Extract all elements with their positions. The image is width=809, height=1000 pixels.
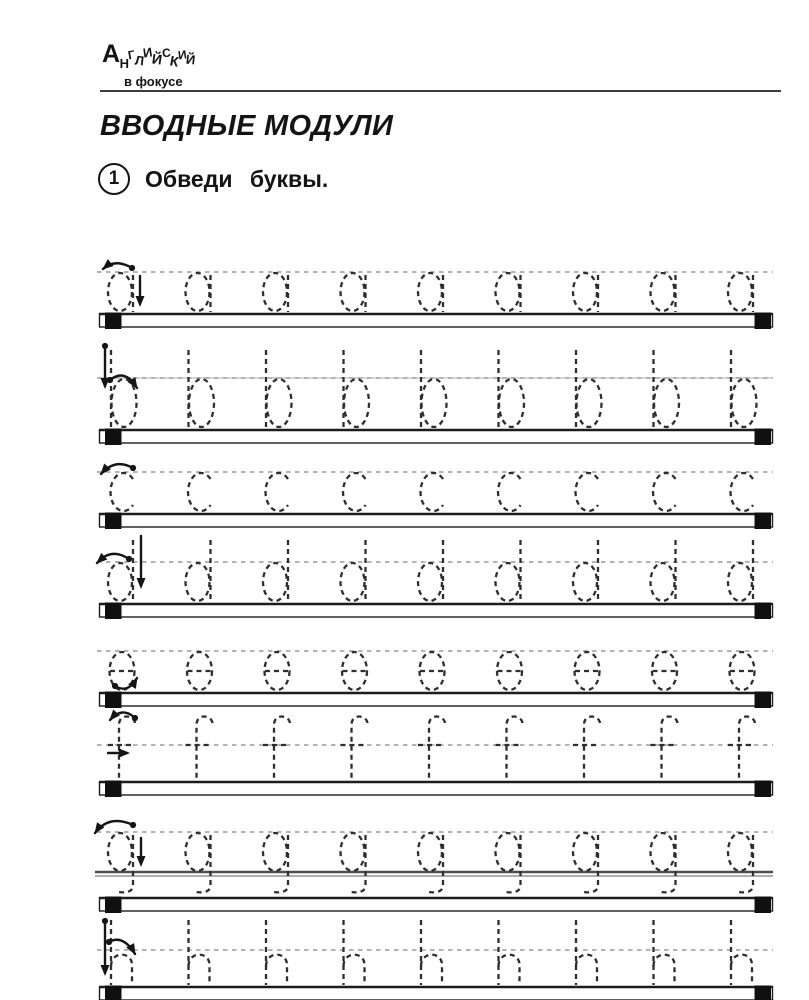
bar-end-square bbox=[755, 897, 772, 914]
trace-letter-f bbox=[341, 717, 368, 781]
trace-letter-c bbox=[576, 473, 598, 511]
trace-letter-g bbox=[651, 833, 676, 892]
writing-bar bbox=[99, 429, 773, 446]
trace-letter-b bbox=[654, 350, 680, 428]
trace-letter-b bbox=[344, 350, 370, 428]
brand-logo-bottom: в фокусе bbox=[124, 74, 183, 89]
writing-bar bbox=[99, 513, 773, 530]
trace-letter-f bbox=[108, 717, 135, 781]
trace-letter-b bbox=[731, 350, 757, 428]
trace-letter-e bbox=[497, 652, 522, 690]
brand-letter: Л bbox=[134, 52, 145, 69]
brand-letter: А bbox=[102, 40, 120, 68]
trace-letter-b bbox=[499, 350, 525, 428]
practice-row-a bbox=[95, 250, 779, 334]
trace-letter-d bbox=[496, 540, 521, 602]
bar-end-square bbox=[755, 513, 772, 530]
trace-letter-h bbox=[111, 920, 132, 985]
trace-letter-c bbox=[188, 473, 210, 511]
trace-letter-h bbox=[576, 920, 597, 985]
trace-letter-f bbox=[651, 717, 678, 781]
trace-letter-c bbox=[731, 473, 753, 511]
trace-row-svg bbox=[95, 332, 779, 450]
practice-row-d bbox=[95, 532, 779, 622]
trace-letter-e bbox=[575, 652, 600, 690]
brand-logo-top bbox=[102, 42, 195, 76]
brand-letter: Й bbox=[185, 51, 196, 68]
practice-row-g bbox=[95, 812, 779, 918]
trace-letter-e bbox=[187, 652, 212, 690]
trace-letter-f bbox=[263, 717, 290, 781]
practice-row-b bbox=[95, 332, 779, 450]
trace-letter-b bbox=[266, 350, 292, 428]
trace-letter-g bbox=[341, 833, 366, 892]
trace-letter-h bbox=[189, 920, 210, 985]
trace-row-svg bbox=[95, 812, 779, 918]
task-number: 1 bbox=[108, 168, 120, 189]
writing-bar bbox=[99, 603, 773, 620]
trace-letter-g bbox=[263, 833, 288, 892]
bar-end-square bbox=[105, 313, 122, 330]
bar-end-square bbox=[755, 313, 772, 330]
trace-letter-d bbox=[108, 540, 133, 602]
brand-letter: И bbox=[177, 47, 188, 63]
trace-row-svg bbox=[95, 250, 779, 334]
bar-end-square bbox=[755, 603, 772, 620]
trace-letter-a bbox=[186, 273, 211, 312]
trace-row-svg bbox=[95, 704, 779, 800]
trace-letter-h bbox=[344, 920, 365, 985]
practice-row-f bbox=[95, 704, 779, 800]
brand-letter: С bbox=[161, 45, 171, 61]
trace-letter-f bbox=[186, 717, 213, 781]
bar-end-square bbox=[105, 986, 122, 1000]
stroke-arrow bbox=[106, 710, 138, 758]
trace-letter-a bbox=[341, 273, 366, 312]
writing-bar bbox=[99, 313, 773, 330]
trace-letter-c bbox=[111, 473, 133, 511]
trace-letter-a bbox=[108, 273, 133, 312]
brand-letter: Г bbox=[127, 47, 136, 63]
trace-letter-h bbox=[421, 920, 442, 985]
trace-letter-b bbox=[576, 350, 602, 428]
bar-end-square bbox=[105, 603, 122, 620]
trace-letter-b bbox=[421, 350, 447, 428]
trace-letter-h bbox=[654, 920, 675, 985]
bar-end-square bbox=[755, 429, 772, 446]
trace-row-svg bbox=[95, 452, 779, 532]
trace-row-svg bbox=[95, 532, 779, 622]
trace-letter-e bbox=[730, 652, 755, 690]
bar-end-square bbox=[105, 429, 122, 446]
task-instruction: Обведи буквы. bbox=[145, 165, 329, 192]
trace-letter-e bbox=[342, 652, 367, 690]
header-divider bbox=[100, 90, 781, 92]
trace-letter-e bbox=[265, 652, 290, 690]
trace-letter-g bbox=[573, 833, 598, 892]
trace-letter-h bbox=[266, 920, 287, 985]
trace-letter-g bbox=[496, 833, 521, 892]
stroke-arrow bbox=[101, 918, 140, 976]
trace-letter-c bbox=[421, 473, 443, 511]
stroke-arrow bbox=[112, 675, 141, 689]
practice-row-e bbox=[95, 632, 779, 710]
trace-letter-f bbox=[496, 717, 523, 781]
trace-letter-a bbox=[418, 273, 443, 312]
trace-letter-d bbox=[186, 540, 211, 602]
brand-letter: К bbox=[168, 52, 180, 70]
trace-letter-b bbox=[111, 350, 137, 428]
practice-row-h bbox=[95, 912, 779, 1000]
trace-row-svg bbox=[95, 632, 779, 710]
trace-letter-c bbox=[498, 473, 520, 511]
trace-letter-a bbox=[263, 273, 288, 312]
trace-letter-g bbox=[108, 833, 133, 892]
brand-letter: Й bbox=[151, 50, 163, 68]
trace-letter-a bbox=[496, 273, 521, 312]
writing-bar bbox=[99, 897, 773, 914]
trace-letter-d bbox=[263, 540, 288, 602]
page-title: ВВОДНЫЕ МОДУЛИ bbox=[100, 110, 394, 142]
brand-letter: Н bbox=[119, 56, 129, 71]
bar-end-square bbox=[755, 986, 772, 1000]
trace-letter-f bbox=[418, 717, 445, 781]
trace-row-svg bbox=[95, 912, 779, 1000]
stroke-arrow bbox=[101, 343, 142, 391]
trace-letter-f bbox=[573, 717, 600, 781]
writing-bar bbox=[99, 781, 773, 798]
trace-letter-g bbox=[728, 833, 753, 892]
trace-letter-h bbox=[731, 920, 752, 985]
bar-end-square bbox=[105, 897, 122, 914]
trace-letter-d bbox=[573, 540, 598, 602]
task-number-badge bbox=[98, 163, 130, 195]
trace-letter-f bbox=[728, 717, 755, 781]
trace-letter-a bbox=[573, 273, 598, 312]
trace-letter-b bbox=[189, 350, 215, 428]
trace-letter-e bbox=[420, 652, 445, 690]
bar-end-square bbox=[105, 781, 122, 798]
bar-end-square bbox=[755, 781, 772, 798]
trace-letter-d bbox=[341, 540, 366, 602]
writing-bar bbox=[99, 986, 773, 1000]
trace-letter-d bbox=[418, 540, 443, 602]
task-line bbox=[98, 163, 328, 195]
stroke-arrow bbox=[99, 259, 144, 307]
stroke-arrow bbox=[91, 821, 146, 867]
trace-letter-g bbox=[418, 833, 443, 892]
bar-end-square bbox=[105, 513, 122, 530]
trace-letter-d bbox=[728, 540, 753, 602]
trace-letter-g bbox=[186, 833, 211, 892]
trace-letter-c bbox=[653, 473, 675, 511]
trace-letter-a bbox=[651, 273, 676, 312]
brand-letter: И bbox=[142, 44, 154, 61]
trace-letter-a bbox=[728, 273, 753, 312]
trace-letter-c bbox=[266, 473, 288, 511]
trace-letter-d bbox=[651, 540, 676, 602]
brand-logo bbox=[102, 42, 195, 88]
trace-letter-e bbox=[652, 652, 677, 690]
practice-row-c bbox=[95, 452, 779, 532]
trace-letter-h bbox=[499, 920, 520, 985]
trace-letter-c bbox=[343, 473, 365, 511]
